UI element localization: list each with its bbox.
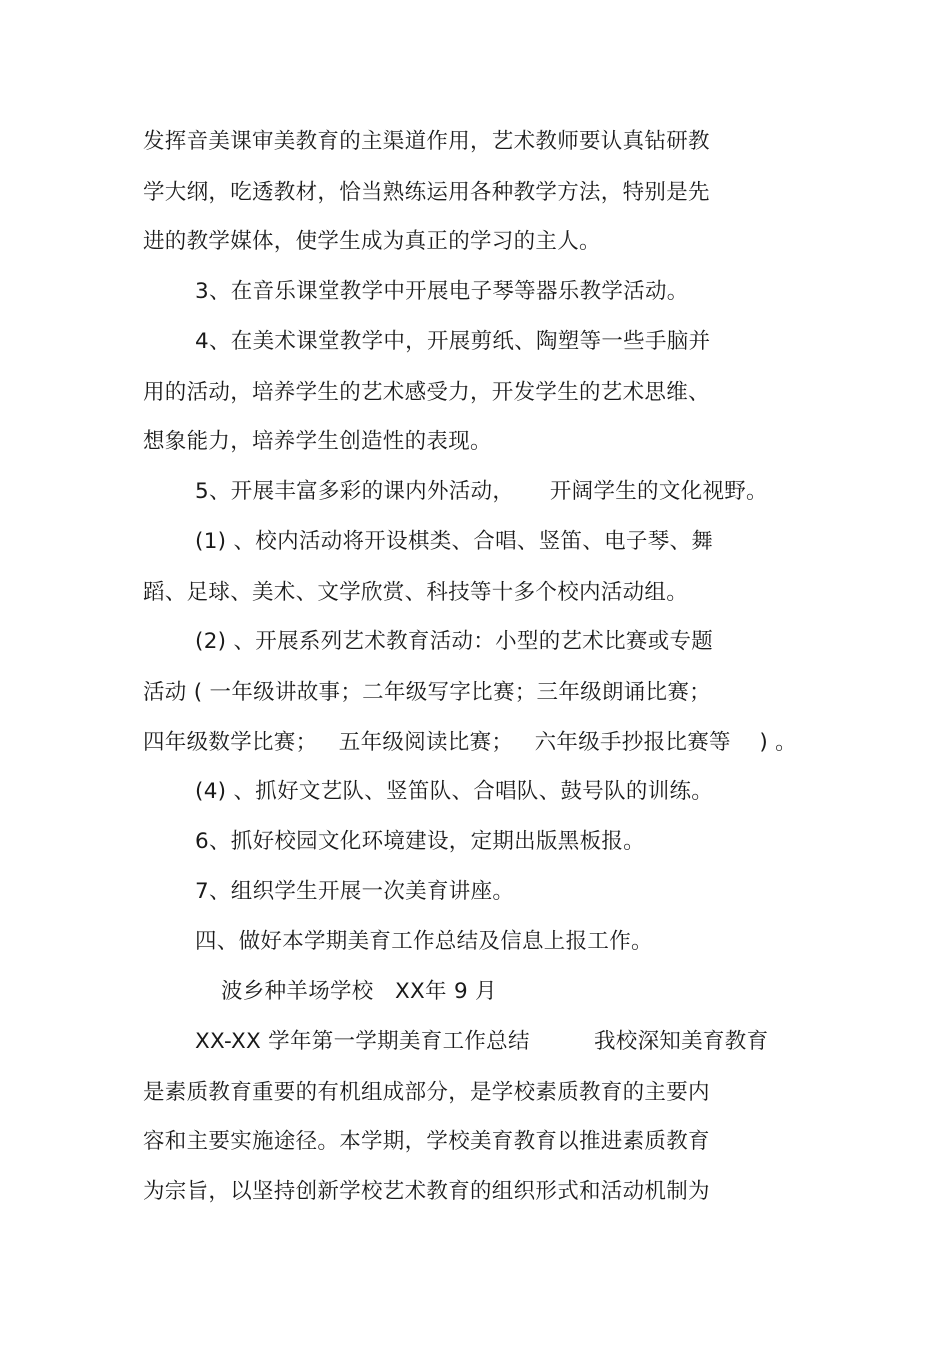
text-line: 为宗旨，以坚持创新学校艺术教育的组织形式和活动机制为: [143, 1179, 710, 1204]
text-line: 活动 ( 一年级讲故事；二年级写字比赛；三年级朗诵比赛；: [143, 680, 711, 705]
text-line: 4、在美术课堂教学中，开展剪纸、陶塑等一些手脑并: [195, 329, 711, 354]
text-line: 用的活动，培养学生的艺术感受力，开发学生的艺术思维、: [143, 380, 710, 405]
text-line: 5、开展丰富多彩的课内外活动， 开阔学生的文化视野。: [195, 479, 768, 504]
text-line: (4) 、抓好文艺队、竖笛队、合唱队、鼓号队的训练。: [195, 779, 714, 804]
text-line: 想象能力，培养学生创造性的表现。: [143, 429, 492, 454]
text-line: 蹈、足球、美术、文学欣赏、科技等十多个校内活动组。: [143, 580, 689, 605]
text-line: (2) 、开展系列艺术教育活动：小型的艺术比赛或专题: [195, 629, 714, 654]
signature-line: 波乡种羊场学校 XX年 9 月: [221, 979, 497, 1004]
text-line: 容和主要实施途径。本学期，学校美育教育以推进素质教育: [143, 1129, 710, 1154]
text-line: 进的教学媒体，使学生成为真正的学习的主人。: [143, 229, 601, 254]
text-line: 3、在音乐课堂教学中开展电子琴等器乐教学活动。: [195, 279, 689, 304]
text-line: 6、抓好校园文化环境建设，定期出版黑板报。: [195, 829, 645, 854]
text-line: 发挥音美课审美教育的主渠道作用，艺术教师要认真钻研教: [143, 129, 710, 154]
text-line: 是素质教育重要的有机组成部分，是学校素质教育的主要内: [143, 1080, 710, 1105]
text-line: (1) 、校内活动将开设棋类、合唱、竖笛、电子琴、舞: [195, 529, 714, 554]
text-line: 四年级数学比赛； 五年级阅读比赛； 六年级手抄报比赛等 ) 。: [143, 730, 797, 755]
text-line: 学大纲，吃透教材，恰当熟练运用各种教学方法，特别是先: [143, 180, 710, 205]
text-line: 四、做好本学期美育工作总结及信息上报工作。: [195, 929, 653, 954]
text-line: XX-XX 学年第一学期美育工作总结 我校深知美育教育: [195, 1029, 769, 1054]
text-line: 7、组织学生开展一次美育讲座。: [195, 879, 515, 904]
